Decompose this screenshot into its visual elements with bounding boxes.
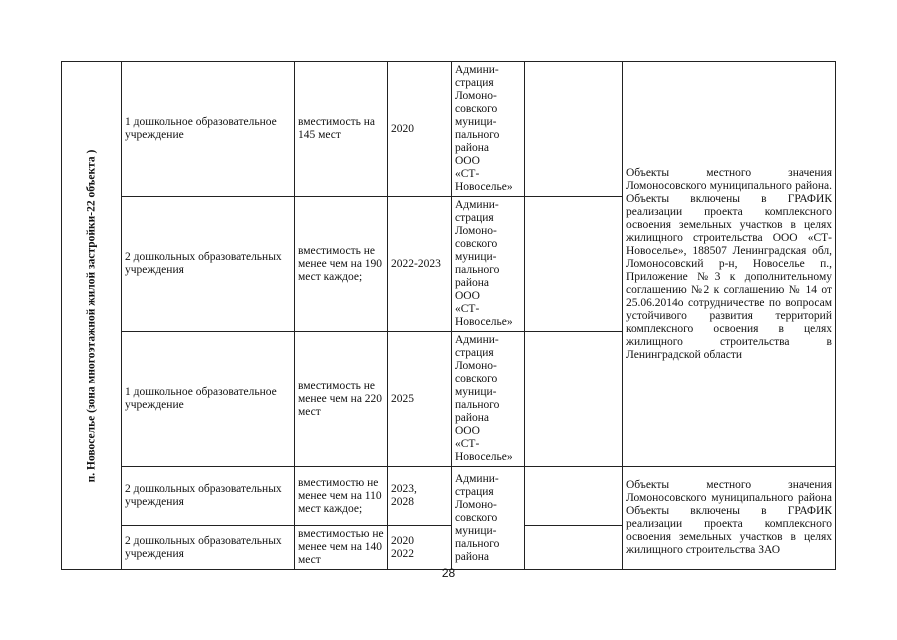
capacity-cell: вместимость не менее чем на 190 мест каждое; [295,197,388,332]
admin-line: ООО [455,425,480,437]
year-line: 2028 [391,496,414,508]
admin-line: «СТ- [455,168,480,180]
object-cell: 1 дошкольное образовательное учреждение [122,332,295,467]
zone-cell [62,62,122,570]
zone-label: п. Новоселье (зона многоэтажной жилой застройки-22 объекта ) [85,149,97,482]
admin-line: района [455,277,490,289]
admin-line: ООО [455,155,480,167]
year-line: 2022 [391,547,414,560]
admin-line: «СТ- [455,303,480,315]
admin-line: страция [455,77,494,89]
capacity-cell: вместимость не менее чем на 220 мест [295,332,388,467]
capacity-cell: вместимостью не менее чем на 140 мест [295,526,388,570]
admin-line: муници- [455,251,497,263]
admin-line: муници- [455,386,497,398]
admin-line: муници- [455,524,497,537]
admin-line: Админи- [455,472,499,485]
admin-line: совского [455,238,498,250]
admin-line: Ломоно- [455,360,497,372]
capacity-cell: вместимость на 145 мест [295,62,388,197]
year-cell: 2022-2023 [388,197,452,332]
year-cell [388,526,452,570]
empty-cell [525,332,623,467]
admin-line: Админи- [455,334,499,346]
responsible-cell [452,467,525,570]
page-number: 28 [441,566,456,580]
admin-line: совского [455,373,498,385]
object-cell: 2 дошкольных образовательных учреждения [122,526,295,570]
empty-cell [525,62,623,197]
object-cell: 2 дошкольных образовательных учреждения [122,467,295,526]
admin-line: муници- [455,116,497,128]
admin-line: страция [455,485,494,498]
admin-line: страция [455,212,494,224]
year-line: 2020 [391,534,414,547]
year-line: 2023, [391,483,417,495]
admin-line: Новоселье» [455,451,513,463]
empty-cell [525,467,623,526]
table-row [62,62,836,197]
objects-table [61,61,836,570]
object-cell: 1 дошкольное образовательное учреждение [122,62,295,197]
responsible-cell [452,197,525,332]
admin-line: пального [455,264,500,276]
capacity-cell: вместимостю не менее чем на 110 мест каждое; [295,467,388,526]
admin-line: района [455,142,490,154]
empty-cell [525,197,623,332]
admin-line: Ломоно- [455,90,497,102]
admin-line: «СТ- [455,438,480,450]
admin-line: Новоселье» [455,316,513,328]
admin-line: пального [455,129,500,141]
admin-line: совского [455,511,498,524]
year-cell: 2025 [388,332,452,467]
admin-line: ООО [455,290,480,302]
admin-line: совского [455,103,498,115]
admin-line: Админи- [455,199,499,211]
table-row [62,467,836,526]
admin-line: пального [455,537,500,550]
admin-line: страция [455,347,494,359]
responsible-cell [452,62,525,197]
admin-line: Админи- [455,64,499,76]
admin-line: Ломоно- [455,498,497,511]
note-cell: Объекты местного значения Ломоносовского муниципального района. Объекты включены в ГРАФИК реализации проекта комплексного освоения земельных участков в целях жилищного строительства ООО «СТ-Новоселье», 188507 Ленинградская обл, Ломоносовский р-н, Новоселье п., Приложение №3 к дополнительному соглашению №2 к соглашению № 14 от 25.06.2014о сотрудничестве по вопросам устойчивого развития территорий комплексного освоения в целях жилищного строительства в Ленинградской области [623,62,836,467]
admin-line: района [455,412,490,424]
note-cell: Объекты местного значения Ломоносовского муниципального района Объекты включены в ГРАФИК реализации проекта комплексного освоения земельных участков в целях жилищного строительства ЗАО [623,467,836,570]
empty-cell [525,526,623,570]
admin-line: Новоселье» [455,181,513,193]
responsible-cell [452,332,525,467]
admin-line: Ломоно- [455,225,497,237]
year-cell [388,467,452,526]
object-cell: 2 дошкольных образовательных учреждения [122,197,295,332]
year-cell: 2020 [388,62,452,197]
admin-line: пального [455,399,500,411]
admin-line: района [455,550,490,563]
